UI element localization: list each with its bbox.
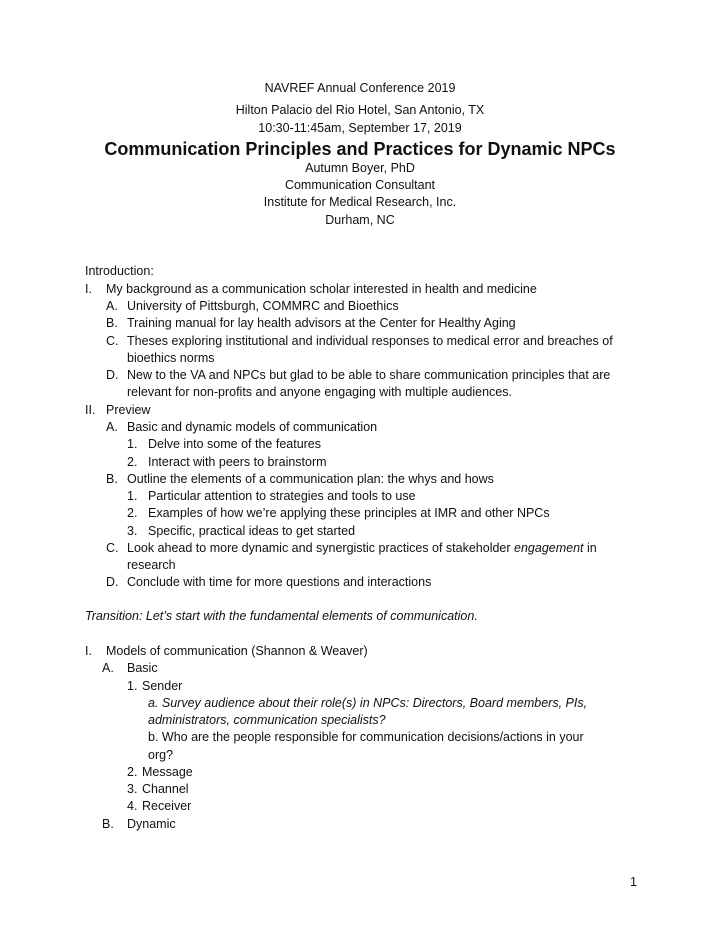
outline-item: University of Pittsburgh, COMMRC and Bioethics	[127, 299, 399, 313]
outline-item-continued: bioethics norms	[127, 351, 215, 365]
transition-note: Transition: Let’s start with the fundamental elements of communication.	[85, 609, 478, 623]
author-location: Durham, NC	[325, 213, 395, 227]
outline-item: Message	[142, 765, 193, 779]
outline-subnumber: 4.	[127, 799, 138, 813]
outline-item: Conclude with time for more questions and interactions	[127, 575, 432, 589]
outline-subitem-continued: administrators, communication specialists?	[148, 713, 386, 727]
outline-item: Outline the elements of a communication plan: the whys and hows	[127, 472, 494, 486]
outline-number: I.	[85, 282, 92, 296]
author-role: Communication Consultant	[284, 178, 436, 192]
outline-letter: B.	[102, 817, 114, 831]
document-title: Communication Principles and Practices for Dynamic NPCs	[104, 139, 616, 159]
venue: Hilton Palacio del Rio Hotel, San Antonio, TX	[235, 103, 485, 117]
outline-item: Particular attention to strategies and tools to use	[148, 489, 416, 503]
outline-item: Channel	[142, 782, 189, 796]
outline-item: Theses exploring institutional and individual responses to medical error and breaches of	[127, 334, 613, 348]
outline-item: Sender	[142, 679, 183, 693]
outline-text: in	[583, 541, 597, 555]
outline-item: My background as a communication scholar interested in health and medicine	[106, 282, 537, 296]
outline-item: Dynamic	[127, 817, 176, 831]
outline-item: Interact with peers to brainstorm	[148, 455, 327, 469]
outline-letter: A.	[106, 299, 118, 313]
outline-letter: A.	[102, 661, 114, 675]
outline-subitem: b. Who are the people responsible for communication decisions/actions in your	[148, 730, 584, 744]
outline-text: Look ahead to more dynamic and synergistic practices of stakeholder	[127, 541, 515, 555]
page-number: 1	[630, 875, 637, 889]
outline-letter: D.	[106, 575, 119, 589]
outline-subnumber: 1.	[127, 489, 138, 503]
outline-item-continued: relevant for non-profits and anyone engaging with multiple audiences.	[127, 385, 512, 399]
author-org: Institute for Medical Research, Inc.	[263, 195, 457, 209]
outline-item: New to the VA and NPCs but glad to be able to share communication principles that are	[127, 368, 611, 382]
outline-subnumber: 2.	[127, 506, 138, 520]
outline-item: Delve into some of the features	[148, 437, 322, 451]
outline-subnumber: 3.	[127, 524, 138, 538]
outline-item: Preview	[106, 403, 151, 417]
outline-number: II.	[85, 403, 96, 417]
outline-letter: A.	[106, 420, 118, 434]
outline-subnumber: 2.	[127, 455, 138, 469]
conference-name: NAVREF Annual Conference 2019	[264, 81, 456, 95]
outline-subnumber: 1.	[127, 679, 138, 693]
outline-subnumber: 1.	[127, 437, 138, 451]
outline-item	[127, 540, 597, 556]
outline-item: Training manual for lay health advisors at the Center for Healthy Aging	[127, 316, 516, 330]
emphasis-text: engagement	[514, 541, 584, 555]
outline-item: Specific, practical ideas to get started	[148, 524, 356, 538]
outline-letter: C.	[106, 541, 119, 555]
outline-item: Examples of how we’re applying these principles at IMR and other NPCs	[148, 506, 550, 520]
outline-item: Basic and dynamic models of communication	[127, 420, 378, 434]
outline-subnumber: 3.	[127, 782, 138, 796]
outline-letter: B.	[106, 316, 118, 330]
session-time: 10:30-11:45am, September 17, 2019	[258, 121, 462, 135]
author-name: Autumn Boyer, PhD	[305, 161, 415, 175]
outline-subitem: a. Survey audience about their role(s) in NPCs: Directors, Board members, PIs,	[148, 696, 588, 710]
outline-item: Receiver	[142, 799, 192, 813]
outline-number: I.	[85, 644, 92, 658]
outline-letter: C.	[106, 334, 119, 348]
outline-letter: D.	[106, 368, 119, 382]
outline-item-continued: research	[127, 558, 176, 572]
outline-subitem-continued: org?	[148, 748, 174, 762]
outline-subnumber: 2.	[127, 765, 138, 779]
outline-item: Basic	[127, 661, 158, 675]
outline-letter: B.	[106, 472, 118, 486]
section-heading: Models of communication (Shannon & Weaver)	[106, 644, 368, 658]
intro-heading: Introduction:	[85, 264, 154, 278]
